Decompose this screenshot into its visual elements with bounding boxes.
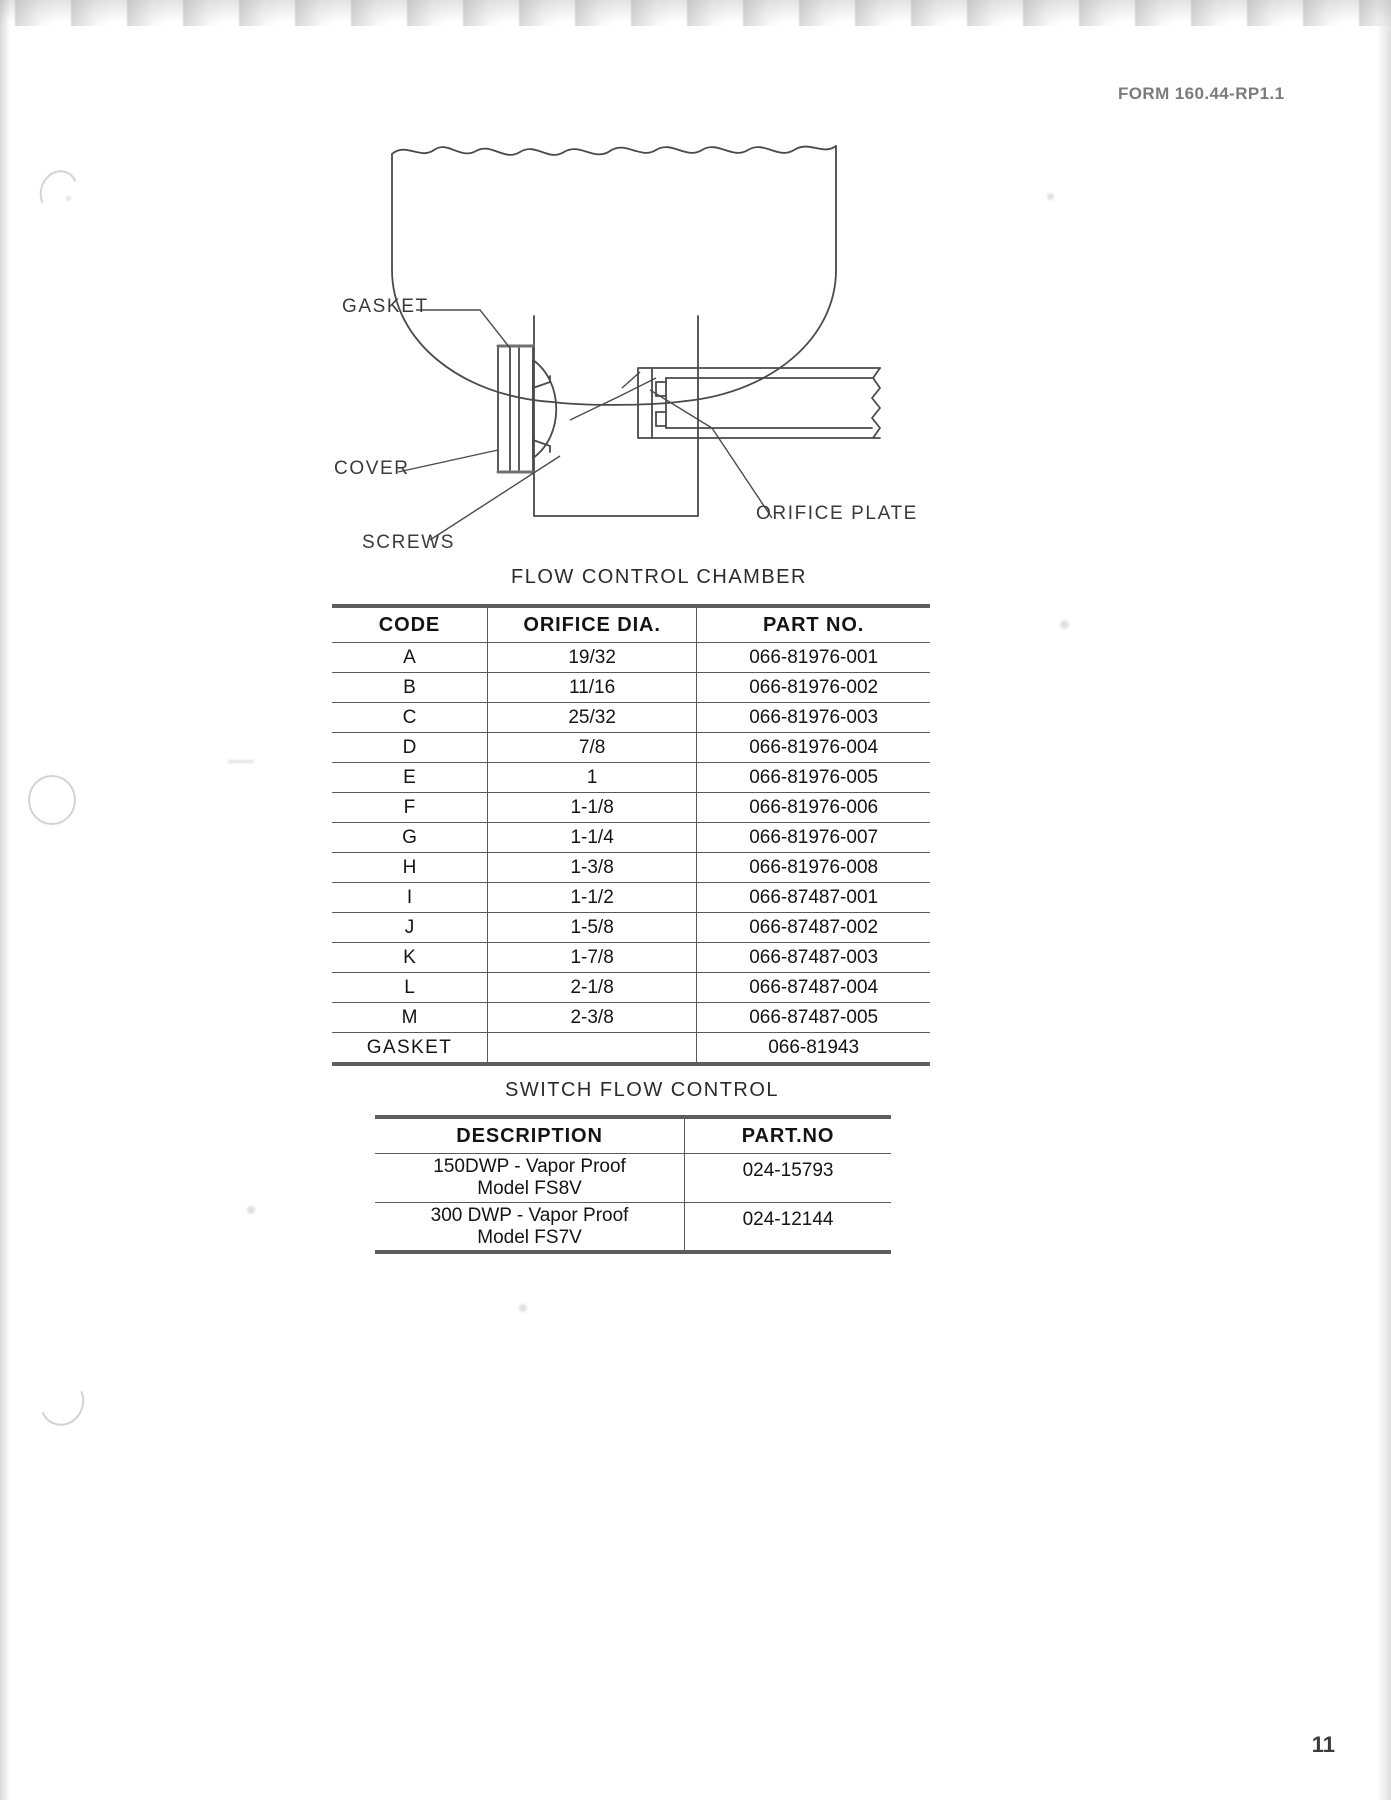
cell-part-no: 024-12144 [685, 1202, 891, 1252]
table-row [332, 943, 930, 973]
leader-orifice-plate-b [570, 378, 656, 420]
page-number: 11 [1311, 1732, 1335, 1757]
cell-code: A [332, 643, 487, 673]
cell-dia: 19/32 [487, 643, 696, 673]
table-row [332, 763, 930, 793]
description-line-2: Model FS8V [477, 1177, 582, 1199]
cell-gasket-part: 066-81943 [697, 1033, 930, 1065]
cell-part: 066-81976-004 [697, 733, 930, 763]
diagram-label-gasket: GASKET [342, 296, 429, 317]
cell-part: 066-87487-001 [697, 883, 930, 913]
leader-orifice-plate [650, 390, 772, 518]
scan-artifact-speck-b [1060, 620, 1069, 629]
column-header-orifice-dia: ORIFICE DIA. [487, 606, 696, 643]
cell-dia: 11/16 [487, 673, 696, 703]
column-header-description: DESCRIPTION [375, 1117, 685, 1154]
switch-flow-control-table [375, 1115, 891, 1254]
cell-code: J [332, 913, 487, 943]
scan-artifact-dot-top [66, 196, 71, 201]
scan-artifact-ring-middle [28, 775, 76, 825]
cell-part: 066-81976-006 [697, 793, 930, 823]
table-row [332, 793, 930, 823]
cell-part: 066-81976-008 [697, 853, 930, 883]
scan-artifact-top-edge [0, 0, 1391, 26]
cell-part: 066-81976-002 [697, 673, 930, 703]
cell-part: 066-87487-005 [697, 1003, 930, 1033]
table-header-row [375, 1117, 891, 1154]
scan-artifact-ring-bottom [33, 1372, 91, 1432]
section-caption-switch-flow-control: SWITCH FLOW CONTROL [505, 1079, 780, 1101]
table-row [375, 1154, 891, 1203]
cell-dia: 1-1/2 [487, 883, 696, 913]
orifice-part-table-wrapper [332, 604, 930, 1066]
cell-part: 066-81976-007 [697, 823, 930, 853]
cell-dia: 2-3/8 [487, 1003, 696, 1033]
diagram-label-screws: SCREWS [362, 532, 455, 553]
cell-gasket-dia [487, 1033, 696, 1065]
table-row [332, 853, 930, 883]
cell-part: 066-87487-003 [697, 943, 930, 973]
cell-part-no: 024-15793 [685, 1154, 891, 1203]
description-line-1: 300 DWP - Vapor Proof [430, 1204, 629, 1226]
table-row-gasket [332, 1033, 930, 1065]
cell-code: D [332, 733, 487, 763]
cell-dia: 7/8 [487, 733, 696, 763]
cell-code: B [332, 673, 487, 703]
cell-part: 066-87487-002 [697, 913, 930, 943]
scan-artifact-ring-top [34, 165, 84, 219]
leader-gasket [416, 310, 510, 348]
scan-artifact-speck-a [228, 760, 254, 763]
cell-code: M [332, 1003, 487, 1033]
cell-code: G [332, 823, 487, 853]
cell-dia: 25/32 [487, 703, 696, 733]
cell-part: 066-81976-005 [697, 763, 930, 793]
cell-dia: 1-3/8 [487, 853, 696, 883]
cell-code: F [332, 793, 487, 823]
table-row [332, 733, 930, 763]
column-header-part-no: PART NO. [697, 606, 930, 643]
scan-artifact-speck-d [519, 1304, 527, 1312]
cell-code: I [332, 883, 487, 913]
cell-code: K [332, 943, 487, 973]
column-header-part-no: PART.NO [685, 1117, 891, 1154]
cell-dia: 1-1/8 [487, 793, 696, 823]
table-row [332, 823, 930, 853]
cell-code: E [332, 763, 487, 793]
table-row [332, 703, 930, 733]
table-header-row [332, 606, 930, 643]
table-row [332, 973, 930, 1003]
column-header-code: CODE [332, 606, 487, 643]
table-row [375, 1202, 891, 1252]
cell-dia: 1-1/4 [487, 823, 696, 853]
cell-part: 066-81976-003 [697, 703, 930, 733]
scan-artifact-right-edge [1377, 0, 1391, 1800]
leader-screws [430, 456, 560, 540]
description-line-2: Model FS7V [477, 1226, 582, 1248]
cell-part: 066-87487-004 [697, 973, 930, 1003]
description-line-1: 150DWP - Vapor Proof [433, 1156, 626, 1177]
cell-code: H [332, 853, 487, 883]
cell-code: C [332, 703, 487, 733]
cell-dia: 2-1/8 [487, 973, 696, 1003]
cell-dia: 1-7/8 [487, 943, 696, 973]
figure-caption-flow-control-chamber: FLOW CONTROL CHAMBER [511, 566, 807, 588]
scan-artifact-left-edge [0, 0, 10, 1800]
table-row [332, 673, 930, 703]
table-row [332, 913, 930, 943]
scan-artifact-speck-e [1047, 193, 1054, 200]
form-number: FORM 160.44-RP1.1 [1118, 84, 1285, 103]
cell-gasket-label: GASKET [332, 1033, 487, 1065]
diagram-label-cover: COVER [334, 458, 410, 479]
cell-dia: 1-5/8 [487, 913, 696, 943]
cell-code: L [332, 973, 487, 1003]
cell-description [375, 1154, 685, 1203]
table-row [332, 643, 930, 673]
diagram-label-orifice-plate: ORIFICE PLATE [756, 503, 918, 524]
switch-flow-control-table-wrapper [375, 1115, 891, 1254]
cell-part: 066-81976-001 [697, 643, 930, 673]
cell-description [375, 1202, 685, 1252]
cell-dia: 1 [487, 763, 696, 793]
leader-cover [398, 450, 498, 472]
orifice-part-table [332, 604, 930, 1066]
table-row [332, 1003, 930, 1033]
scan-artifact-speck-c [247, 1206, 255, 1214]
table-row [332, 883, 930, 913]
